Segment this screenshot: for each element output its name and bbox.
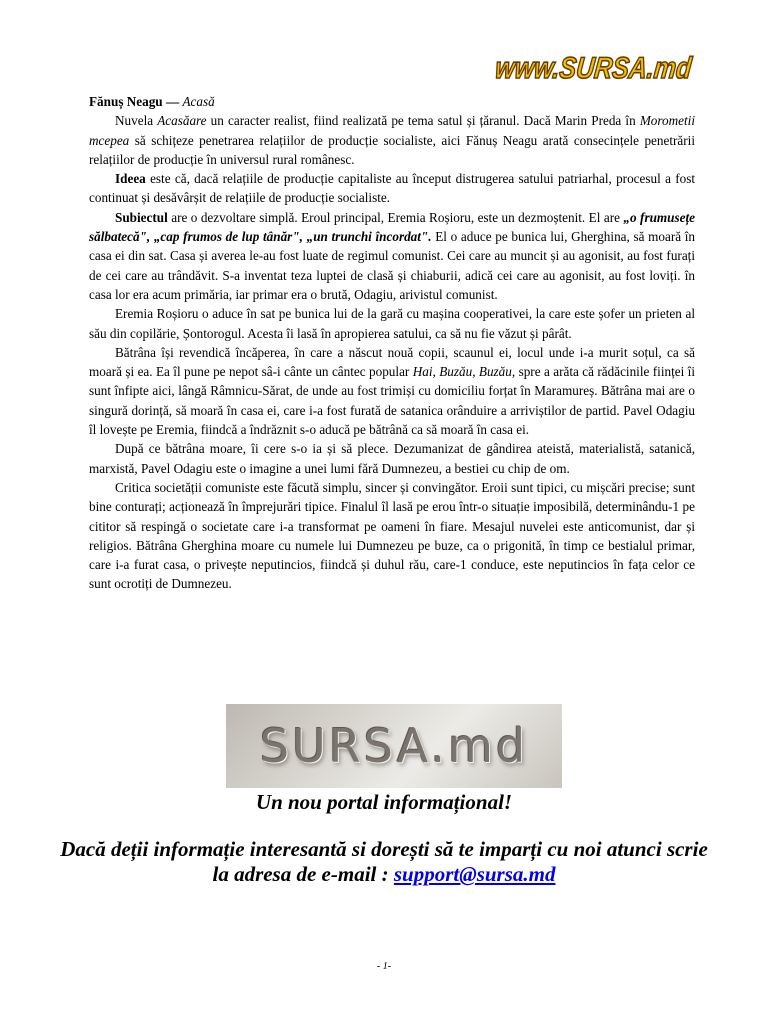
paragraph-subject [89,208,695,304]
page-number: - 1- [376,961,392,972]
text-run: După ce bătrâna moare, îi cere s-o ia și să plece. Dezumanizat de gândirea ateistă, materialistă, satanică, marxistă, Pavel Odagiu este o imagine a unei lumi fără Dumnezeu, a bestiei cu chip de om. [89,441,695,476]
paragraph-death [89,439,695,478]
text-run: are o dezvoltare simplă. Eroul principal, Eremia Roșioru, este un dezmoștenit. El are [167,209,624,225]
title-dash: — [162,94,183,109]
paragraph-intro [89,111,695,169]
work-title: Acasă [182,94,215,109]
text-run: Bătrâna își revendică încăperea, în care a născut nouă copii, scaunul ei, locul unde i-a murit soțul, ca să moară și ea. Ea îl pune pe nepot sâ-i cânte un cântec popular [89,344,695,380]
italic-run: Acasăare [157,113,207,129]
sursa-logo [492,44,733,88]
paragraph-idea [89,169,695,208]
text-run: un caracter realist, fiind realizată pe tema satul și țăranul. Dacă Marin Preda în [206,113,640,129]
author-name: Fănuș Neagu [89,94,163,109]
banner-text: SURSA.md [259,719,529,773]
text-run: Eremia Roșioru o aduce în sat pe bunica lui de la gară cu mașina cooperativei, la care este șofer un prieten al său din copilărie, Șontorogul. Acesta îi lasă în apropierea satului, ca să nu fie văzut și pârât. [89,306,695,341]
bold-run: Ideea [115,171,146,187]
article-title [89,92,695,111]
logo-text: www.SURSA.md [493,52,733,85]
text-run: este că, dacă relațiile de producție capitaliste au început distrugerea satului patriarhal, procesul a fost continuat și desăvârșit de relațiile de producție socialiste. [89,171,695,206]
text-run: să schițeze penetrarea relațiilor de producție socialiste, aici Fănuș Neagu arată consecințele penetrării relațiilor de producție în universul rural românesc. [89,132,695,167]
text-run: Critica societății comuniste este făcută simplu, sincer și convingător. Eroii sunt tipici, cu mișcări precise; sunt bine conturați; acționează în împrejurări tipice. Finalul îl lasă pe erou într-o situație imposibilă, determinându-1 pe cititor să respingă o societate care i-a transformat pe oameni în fiare. Mesajul nuvelei este anticomunist, dar și religios. Bătrâna Gherghina moare cu numele lui Dumnezeu pe buze, ca o prigonită, în timp ce bestialul primar, care i-a furat casa, o privește neputincios, fiindcă și duhul rău, care-1 conduce, este neputincios în fața celor ce sunt ocrotiți de Dumnezeu. [89,479,695,592]
italic-run: Morometii mcepea [89,113,695,148]
sursa-banner-image [226,704,562,788]
contact-call-to-action [60,837,708,887]
email-link[interactable]: support@sursa.md [393,862,556,886]
paragraph-arrival [89,304,695,343]
paragraph-grandmother [89,343,695,439]
text-run: Nuvela [115,113,158,129]
tagline: Un nou portal informațional! [255,790,513,814]
text-run: El o aduce pe bunica lui, Gherghina, să moară în casa ei din sat. Casa și averea le-au fost luate de regimul comunist. Cei care au muncit și au agonisit, au fost furați de cei care au trândăvit. S-a inventat teza luptei de clasă și chiaburii, adică cei care au agonisit, au fost loviți. în casa lor era acum primăria, iar primar era o brută, Odagiu, arivistul comunist. [89,229,695,302]
bold-run: Subiectul [115,209,168,225]
italic-run: Hai, Buzău, Buzău, [412,364,516,380]
paragraph-critique [89,478,695,594]
quote-run: „o frumusețe sălbatecă", „cap frumos de lup tânăr", „un trunchi încordat". [89,209,696,245]
text-run: spre a arăta că rădăcinile ființei îi sunt înfipte aici, lângă Râmnicu-Sărat, de unde au fost trimiși cu domiciliu forțat în Maramureș. Bătrâna mai are o singură dorință, să moară în casa ei, care i-a fost furată de satanica orânduire a arriviștilor de partid. Pavel Odagiu îl lovește pe Eremia, fiindcă a îndrăznit s-o aducă pe bătrână ca să moară în casa ei. [89,364,696,438]
article-body [89,92,695,594]
cta-text: Dacă deții informație interesantă si dorești să te imparți cu noi atunci scrie la adresa de e-mail : [60,837,708,886]
